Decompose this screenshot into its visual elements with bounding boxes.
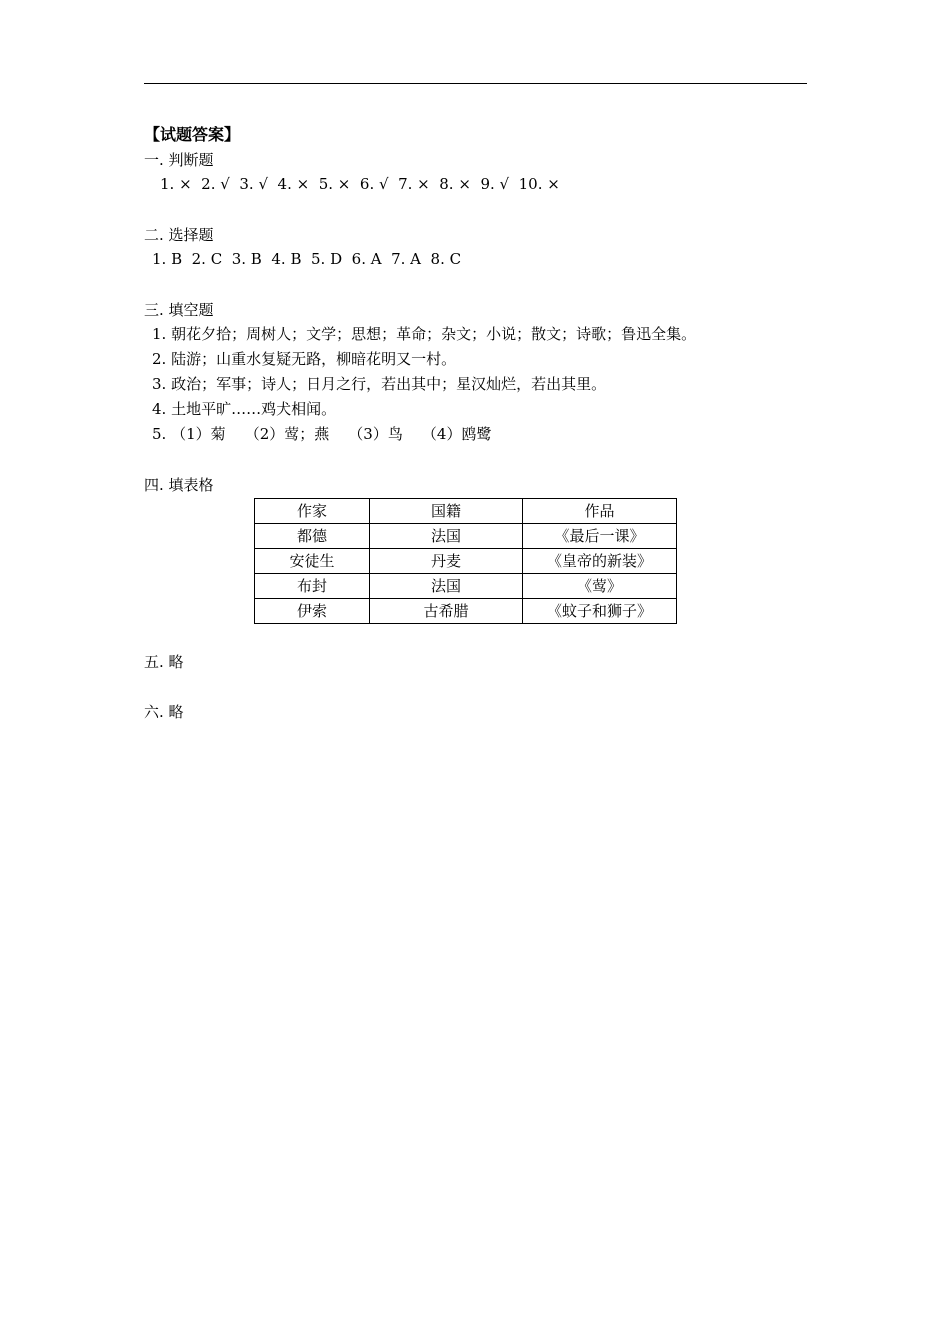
section-five-heading: 五. 略 [144,653,184,671]
spacer [144,272,807,298]
answer-content [144,121,807,724]
table-cell: 伊索 [255,599,370,624]
spacer [144,447,807,473]
table-cell: 法国 [370,574,523,599]
table-header-row [255,499,677,524]
fill-answer-5: 5. （1）菊 （2）莺；燕 （3）鸟 （4）鸥鹭 [152,425,492,443]
table-cell: 布封 [255,574,370,599]
table-row [255,549,677,574]
table-cell: 都德 [255,524,370,549]
table-header-cell: 作品 [523,499,677,524]
table-row [255,524,677,549]
table-cell: 《最后一课》 [523,524,677,549]
fill-answer-3: 3. 政治；军事；诗人；日月之行，若出其中；星汉灿烂，若出其里。 [152,375,607,393]
fill-answer-1: 1. 朝花夕拾；周树人；文学；思想；革命；杂文；小说；散文；诗歌；鲁迅全集。 [152,325,697,343]
table-cell: 《蚊子和狮子》 [523,599,677,624]
table-row [255,599,677,624]
author-table [254,498,677,624]
table-cell: 丹麦 [370,549,523,574]
judge-heading: 一. 判断题 [144,151,214,169]
table-cell: 《莺》 [523,574,677,599]
table-row [255,574,677,599]
table-heading: 四. 填表格 [144,476,214,494]
fill-answer-4: 4. 土地平旷……鸡犬相闻。 [152,400,337,418]
table-cell: 《皇帝的新装》 [523,549,677,574]
choice-answers: 1. B 2. C 3. B 4. B 5. D 6. A 7. A 8. C [152,250,462,268]
choice-heading: 二. 选择题 [144,226,214,244]
table-header-cell: 国籍 [370,499,523,524]
judge-answers: 1. × 2. √ 3. √ 4. × 5. × 6. √ 7. × 8. × 9. √ 10. × [160,175,560,193]
spacer [144,674,807,700]
table-cell: 安徒生 [255,549,370,574]
spacer [144,624,807,650]
table-cell: 法国 [370,524,523,549]
fill-answer-2: 2. 陆游；山重水复疑无路，柳暗花明又一村。 [152,350,457,368]
spacer [144,197,807,223]
header-rule [144,83,807,84]
table-header-cell: 作家 [255,499,370,524]
answer-title: 【试题答案】 [144,125,241,144]
fill-heading: 三. 填空题 [144,301,214,319]
table-cell: 古希腊 [370,599,523,624]
section-six-heading: 六. 略 [144,703,184,721]
